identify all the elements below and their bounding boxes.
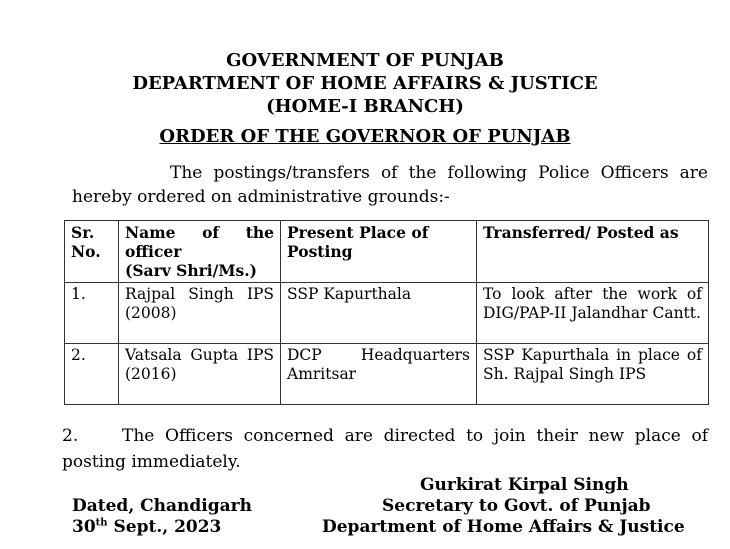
header-sr-no: Sr. No. — [65, 221, 119, 283]
dated-month-year: Sept., 2023 — [107, 517, 222, 537]
intro-paragraph: The postings/transfers of the following Police Officers are hereby ordered on administrative grounds:- — [72, 163, 708, 207]
header-officer-name — [119, 221, 281, 283]
row-present: DCP Headquarters Amritsar — [281, 344, 477, 405]
directive-text: The Officers concerned are directed to join their new place of posting immediately. — [62, 426, 708, 472]
header-officer-name-label: Name of the officer — [125, 223, 274, 261]
row-officer: Vatsala Gupta IPS (2016) — [119, 344, 281, 405]
row-sr: 2. — [65, 344, 119, 405]
table-header-row — [65, 221, 709, 283]
row-sr: 1. — [65, 283, 119, 344]
table-row — [65, 344, 709, 405]
row-transferred: To look after the work of DIG/PAP-II Jalandhar Cantt. — [477, 283, 709, 344]
header-branch: (HOME-I BRANCH) — [266, 96, 464, 117]
dated-day: 30 — [72, 517, 96, 537]
header-department: DEPARTMENT OF HOME AFFAIRS & JUSTICE — [132, 73, 598, 94]
signatory-department: Department of Home Affairs & Justice — [322, 517, 685, 537]
header-present-posting: Present Place of Posting — [281, 221, 477, 283]
dated-date — [72, 516, 221, 538]
signatory-designation: Secretary to Govt. of Punjab — [382, 496, 651, 516]
header-transferred: Transferred/ Posted as — [477, 221, 709, 283]
signatory-name: Gurkirat Kirpal Singh — [420, 475, 629, 495]
directive-number: 2. — [62, 426, 79, 446]
dated-place: Dated, Chandigarh — [72, 496, 252, 516]
row-officer: Rajpal Singh IPS (2008) — [119, 283, 281, 344]
header-officer-name-sub: (Sarv Shri/Ms.) — [125, 261, 257, 280]
dated-day-suffix: th — [95, 517, 108, 529]
row-present: SSP Kapurthala — [281, 283, 477, 344]
directive-paragraph — [62, 423, 708, 475]
header-government: GOVERNMENT OF PUNJAB — [226, 50, 504, 71]
order-title: ORDER OF THE GOVERNOR OF PUNJAB — [159, 126, 571, 147]
row-transferred: SSP Kapurthala in place of Sh. Rajpal Singh IPS — [477, 344, 709, 405]
postings-table — [64, 220, 709, 405]
table-row — [65, 283, 709, 344]
